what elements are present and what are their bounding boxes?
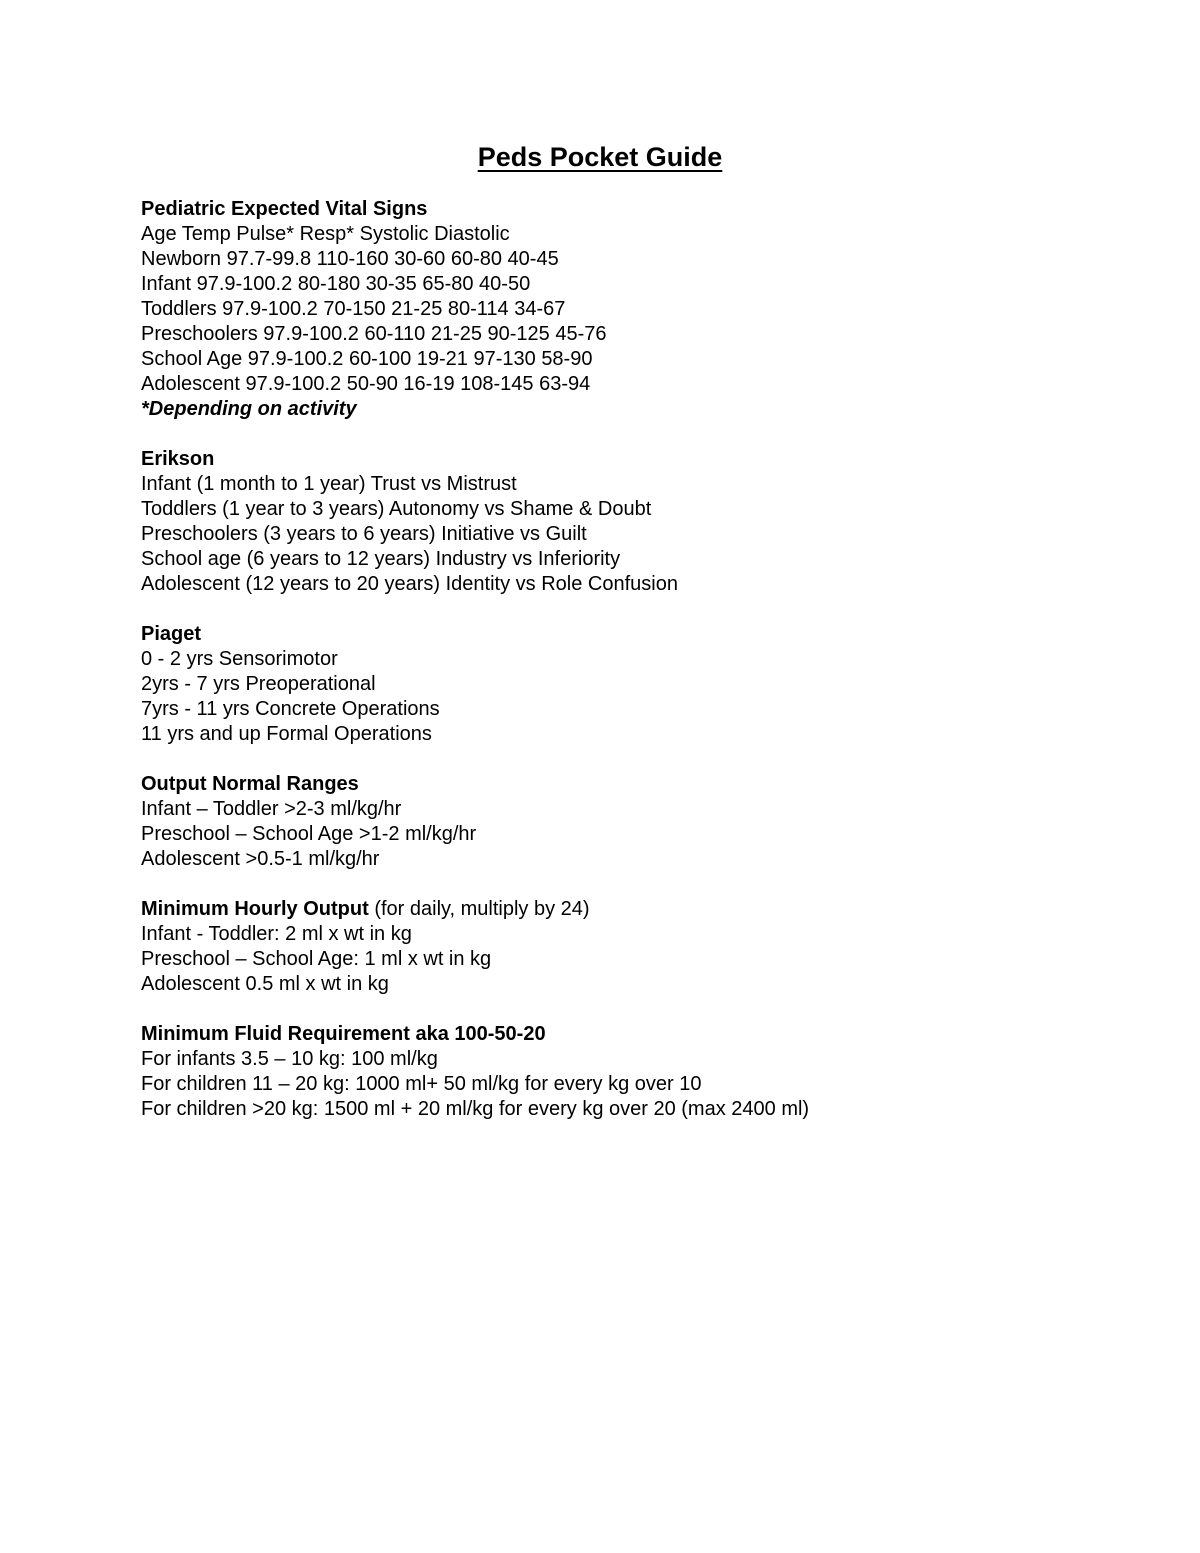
output-range-adolescent: Adolescent >0.5-1 ml/kg/hr <box>141 848 380 870</box>
output-ranges-section <box>141 772 1141 872</box>
erikson-stage-preschoolers: Preschoolers (3 years to 6 years) Initiative vs Guilt <box>141 523 587 545</box>
min-hourly-output-heading: Minimum Hourly Output <box>141 898 369 920</box>
piaget-stage-formal: 11 yrs and up Formal Operations <box>141 723 432 745</box>
output-range-infant-toddler: Infant – Toddler >2-3 ml/kg/hr <box>141 798 402 820</box>
document-body <box>141 197 1141 1147</box>
erikson-heading: Erikson <box>141 448 215 470</box>
vital-signs-row-newborn: Newborn 97.7-99.8 110-160 30-60 60-80 40-45 <box>141 248 559 270</box>
min-fluid-heading: Minimum Fluid Requirement aka 100-50-20 <box>141 1023 546 1045</box>
vital-signs-row-infant: Infant 97.9-100.2 80-180 30-35 65-80 40-50 <box>141 273 531 295</box>
min-hourly-output-heading-line <box>141 897 1141 922</box>
piaget-stage-concrete: 7yrs - 11 yrs Concrete Operations <box>141 698 440 720</box>
min-hourly-output-note: (for daily, multiply by 24) <box>368 898 590 920</box>
piaget-heading: Piaget <box>141 623 202 645</box>
vital-signs-row-preschoolers: Preschoolers 97.9-100.2 60-110 21-25 90-125 45-76 <box>141 323 607 345</box>
vital-signs-heading: Pediatric Expected Vital Signs <box>141 198 428 220</box>
min-fluid-children-over-20: For children >20 kg: 1500 ml + 20 ml/kg for every kg over 20 (max 2400 ml) <box>141 1098 810 1120</box>
piaget-stage-sensorimotor: 0 - 2 yrs Sensorimotor <box>141 648 338 670</box>
min-fluid-children-11-20: For children 11 – 20 kg: 1000 ml+ 50 ml/kg for every kg over 10 <box>141 1073 702 1095</box>
min-hourly-output-preschool-school-age: Preschool – School Age: 1 ml x wt in kg <box>141 948 492 970</box>
min-hourly-output-adolescent: Adolescent 0.5 ml x wt in kg <box>141 973 389 995</box>
piaget-section <box>141 622 1141 747</box>
min-hourly-output-section <box>141 897 1141 997</box>
erikson-section <box>141 447 1141 597</box>
vital-signs-row-school-age: School Age 97.9-100.2 60-100 19-21 97-130 58-90 <box>141 348 593 370</box>
activity-footnote: *Depending on activity <box>141 398 357 420</box>
output-ranges-heading: Output Normal Ranges <box>141 773 359 795</box>
erikson-stage-school-age: School age (6 years to 12 years) Industry vs Inferiority <box>141 548 621 570</box>
min-fluid-infants: For infants 3.5 – 10 kg: 100 ml/kg <box>141 1048 438 1070</box>
vital-signs-header-row: Age Temp Pulse* Resp* Systolic Diastolic <box>141 223 510 245</box>
min-hourly-output-infant-toddler: Infant - Toddler: 2 ml x wt in kg <box>141 923 412 945</box>
vital-signs-section <box>141 197 1141 422</box>
piaget-stage-preoperational: 2yrs - 7 yrs Preoperational <box>141 673 376 695</box>
vital-signs-row-adolescent: Adolescent 97.9-100.2 50-90 16-19 108-145 63-94 <box>141 373 591 395</box>
erikson-stage-infant: Infant (1 month to 1 year) Trust vs Mistrust <box>141 473 517 495</box>
vital-signs-row-toddlers: Toddlers 97.9-100.2 70-150 21-25 80-114 34-67 <box>141 298 566 320</box>
page-title: Peds Pocket Guide <box>477 142 723 172</box>
erikson-stage-adolescent: Adolescent (12 years to 20 years) Identity vs Role Confusion <box>141 573 678 595</box>
output-range-preschool-school-age: Preschool – School Age >1-2 ml/kg/hr <box>141 823 477 845</box>
erikson-stage-toddlers: Toddlers (1 year to 3 years) Autonomy vs Shame & Doubt <box>141 498 652 520</box>
min-fluid-section <box>141 1022 1141 1122</box>
